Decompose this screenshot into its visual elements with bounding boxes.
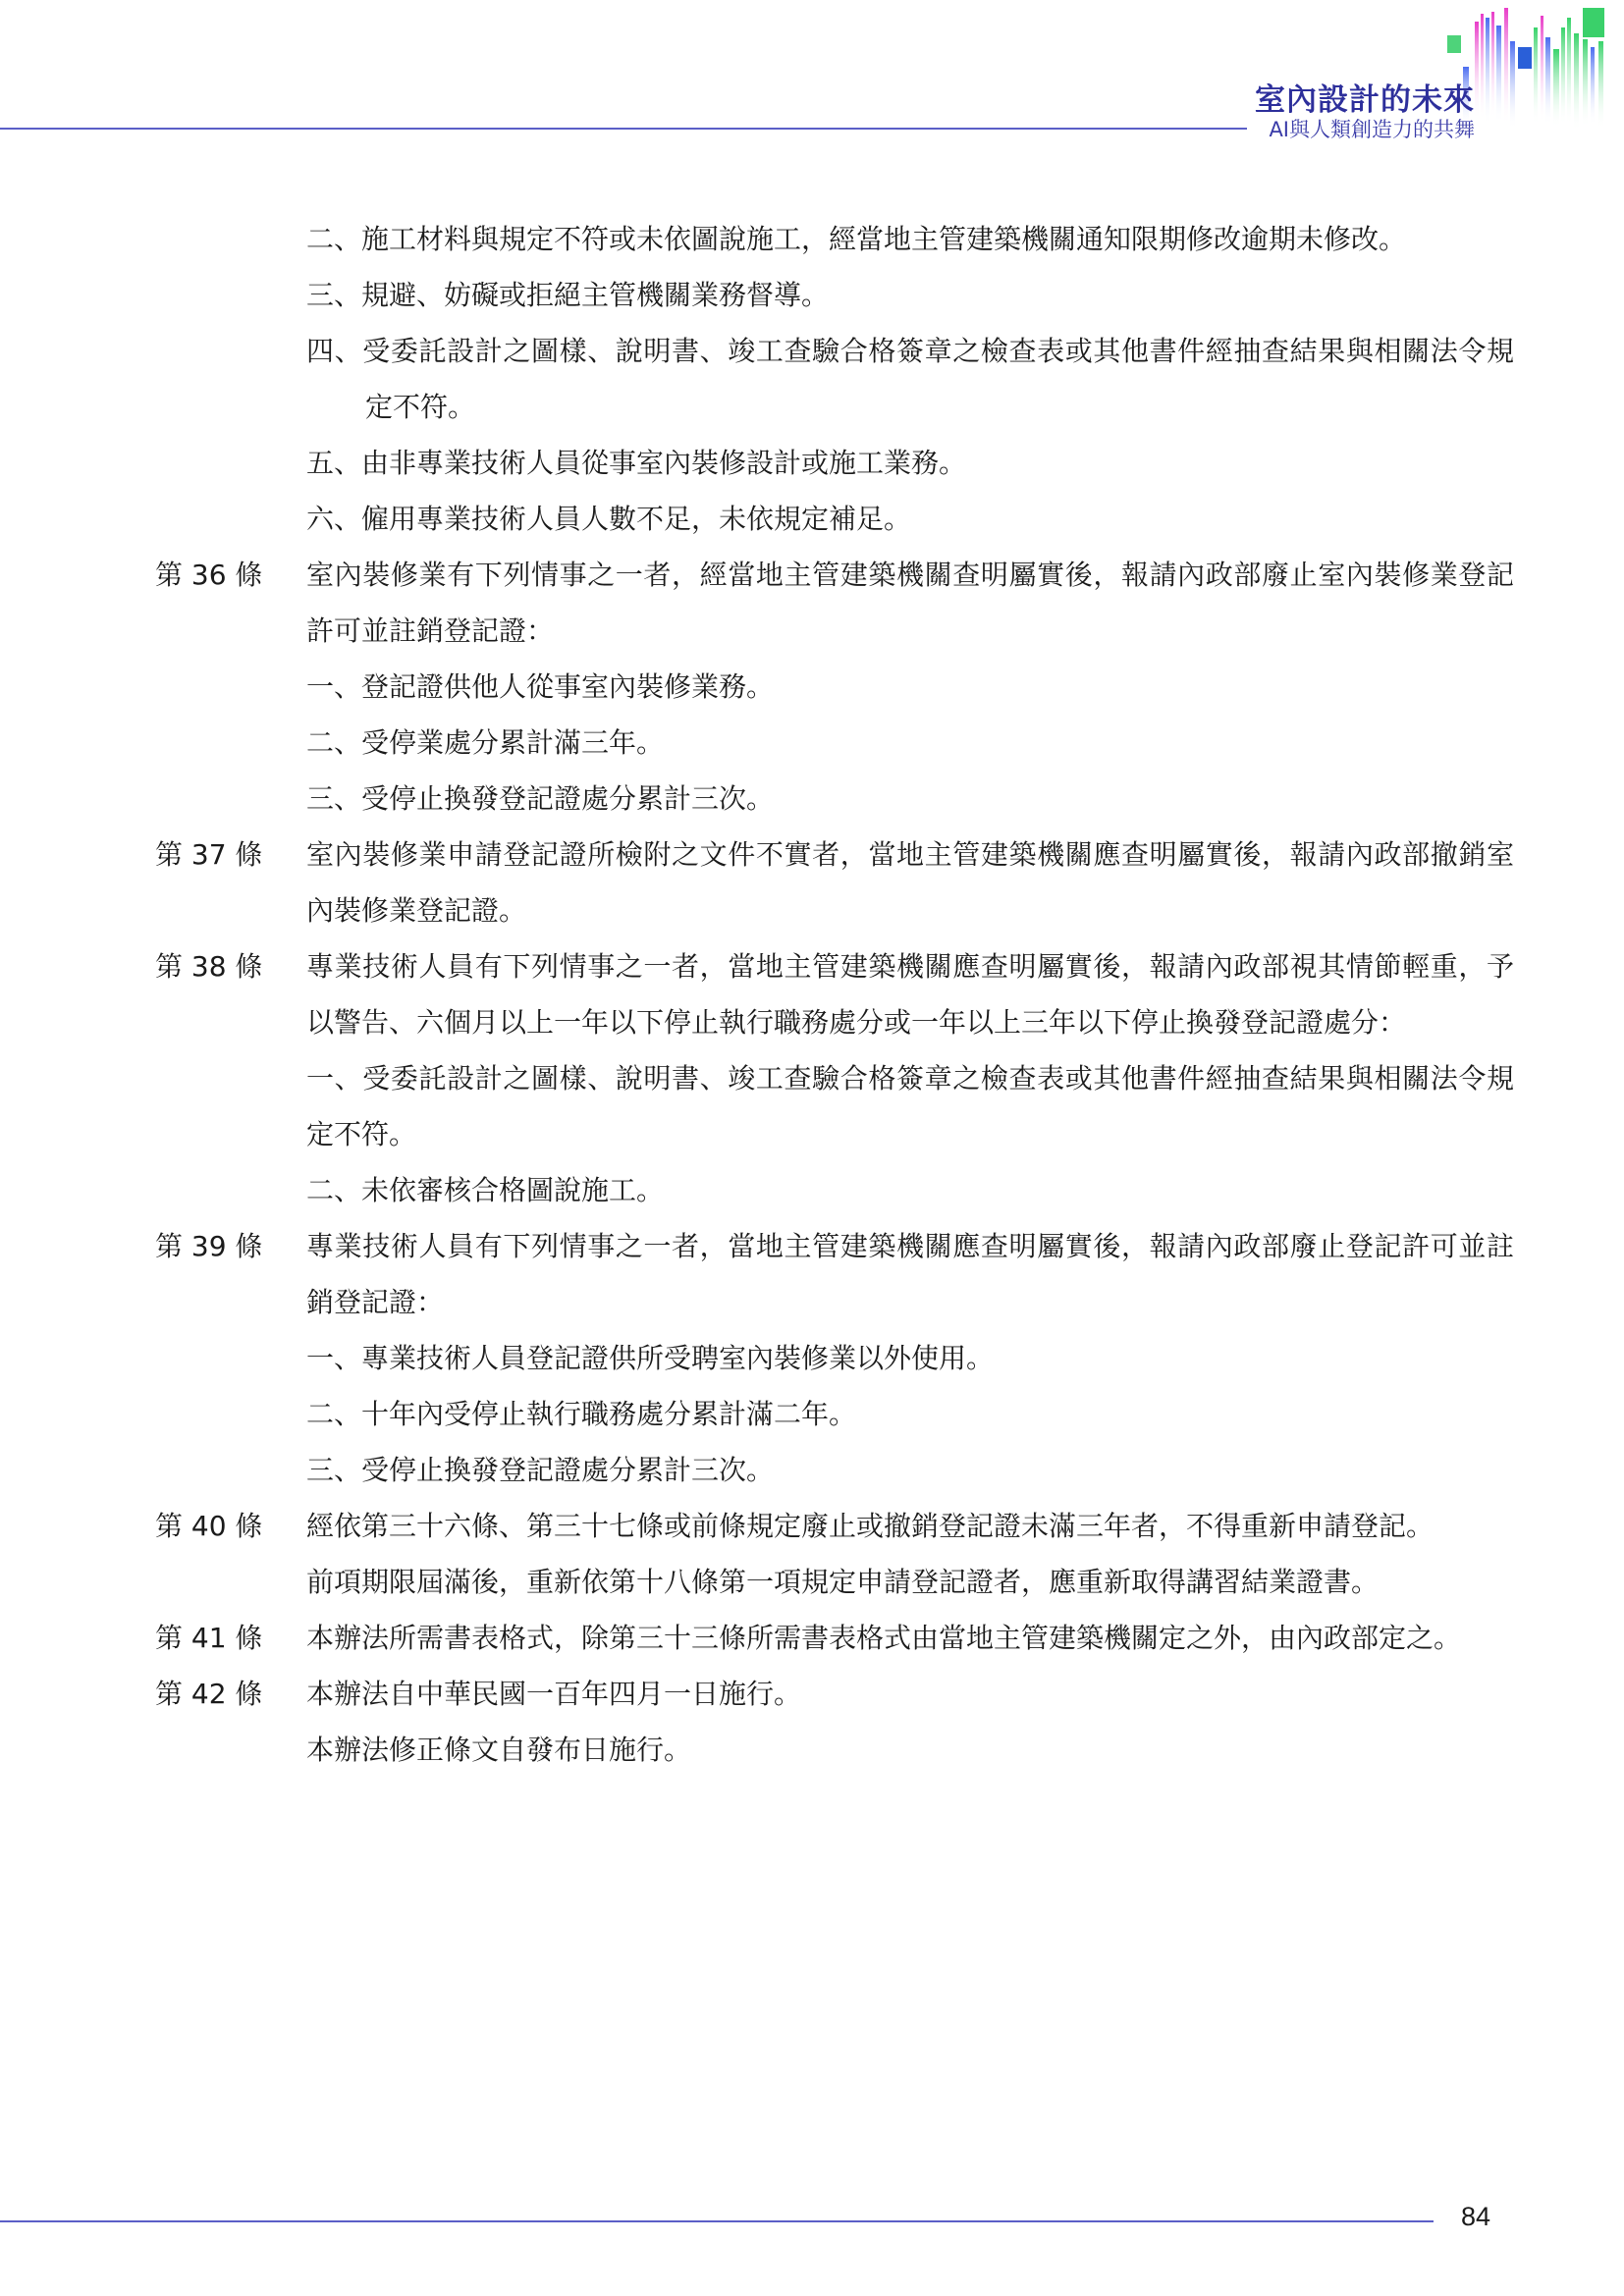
article-label: 第 41 條 (155, 1622, 263, 1654)
list-item: 一、專業技術人員登記證供所受聘室內裝修業以外使用。 (306, 1342, 995, 1374)
header-subtitle: AI與人類創造力的共舞 (1269, 118, 1475, 141)
article-label: 第 37 條 (155, 838, 263, 871)
list-item: 四、受委託設計之圖樣、說明書、竣工查驗合格簽章之檢查表或其他書件經抽查結果與相關法令規定不符。 (306, 335, 1514, 423)
article-text: 本辦法所需書表格式，除第三十三條所需書表格式由當地主管建築機關定之外，由內政部定之。 (306, 1622, 1462, 1654)
list-item: 二、施工材料與規定不符或未依圖說施工，經當地主管建築機關通知限期修改逾期未修改。 (306, 223, 1407, 255)
list-item: 二、受停業處分累計滿三年。 (306, 726, 665, 759)
article-text: 室內裝修業申請登記證所檢附之文件不實者，當地主管建築機關應查明屬實後，報請內政部撤銷室內裝修業登記證。 (306, 838, 1514, 927)
article-39 (0, 1218, 1624, 1330)
article-38 (0, 938, 1624, 1050)
article-text: 室內裝修業有下列情事之一者，經當地主管建築機關查明屬實後，報請內政部廢止室內裝修業登記許可並註銷登記證： (306, 559, 1514, 647)
article-label: 第 38 條 (155, 950, 263, 983)
list-item: 一、登記證供他人從事室內裝修業務。 (306, 670, 775, 703)
article-36 (0, 547, 1624, 659)
list-item: 二、未依審核合格圖說施工。 (306, 1174, 665, 1206)
header-rule (0, 128, 1247, 130)
article-label: 第 42 條 (155, 1678, 263, 1710)
article-41 (0, 1610, 1624, 1666)
article-label: 第 40 條 (155, 1510, 263, 1542)
list-item: 五、由非專業技術人員從事室內裝修設計或施工業務。 (306, 447, 967, 479)
paragraph: 本辦法修正條文自發布日施行。 (306, 1734, 692, 1766)
article-text: 專業技術人員有下列情事之一者，當地主管建築機關應查明屬實後，報請內政部廢止登記許可並註銷登記證： (306, 1230, 1514, 1318)
page-number: 84 (1461, 2202, 1491, 2231)
article-37 (0, 827, 1624, 938)
list-item: 三、受停止換發登記證處分累計三次。 (306, 1454, 775, 1486)
article-label: 第 36 條 (155, 559, 263, 591)
list-item: 三、受停止換發登記證處分累計三次。 (306, 782, 775, 815)
article-text: 本辦法自中華民國一百年四月一日施行。 (306, 1678, 802, 1710)
list-item: 二、十年內受停止執行職務處分累計滿二年。 (306, 1398, 857, 1430)
list-item: 一、受委託設計之圖樣、說明書、竣工查驗合格簽章之檢查表或其他書件經抽查結果與相關法令規定不符。 (306, 1062, 1514, 1150)
header-title: 室內設計的未來 (1255, 82, 1475, 118)
article-text: 專業技術人員有下列情事之一者，當地主管建築機關應查明屬實後，報請內政部視其情節輕重，予以警告、六個月以上一年以下停止執行職務處分或一年以上三年以下停止換發登記證處分： (306, 950, 1514, 1039)
document-body (0, 211, 1624, 1778)
list-item: 三、規避、妨礙或拒絕主管機關業務督導。 (306, 279, 830, 311)
article-42 (0, 1666, 1624, 1722)
footer-rule (0, 2220, 1434, 2222)
article-label: 第 39 條 (155, 1230, 263, 1262)
article-40 (0, 1498, 1624, 1554)
article-text: 經依第三十六條、第三十七條或前條規定廢止或撤銷登記證未滿三年者，不得重新申請登記。 (306, 1510, 1435, 1542)
paragraph: 前項期限屆滿後，重新依第十八條第一項規定申請登記證者，應重新取得講習結業證書。 (306, 1566, 1380, 1598)
list-item: 六、僱用專業技術人員人數不足，未依規定補足。 (306, 503, 912, 535)
